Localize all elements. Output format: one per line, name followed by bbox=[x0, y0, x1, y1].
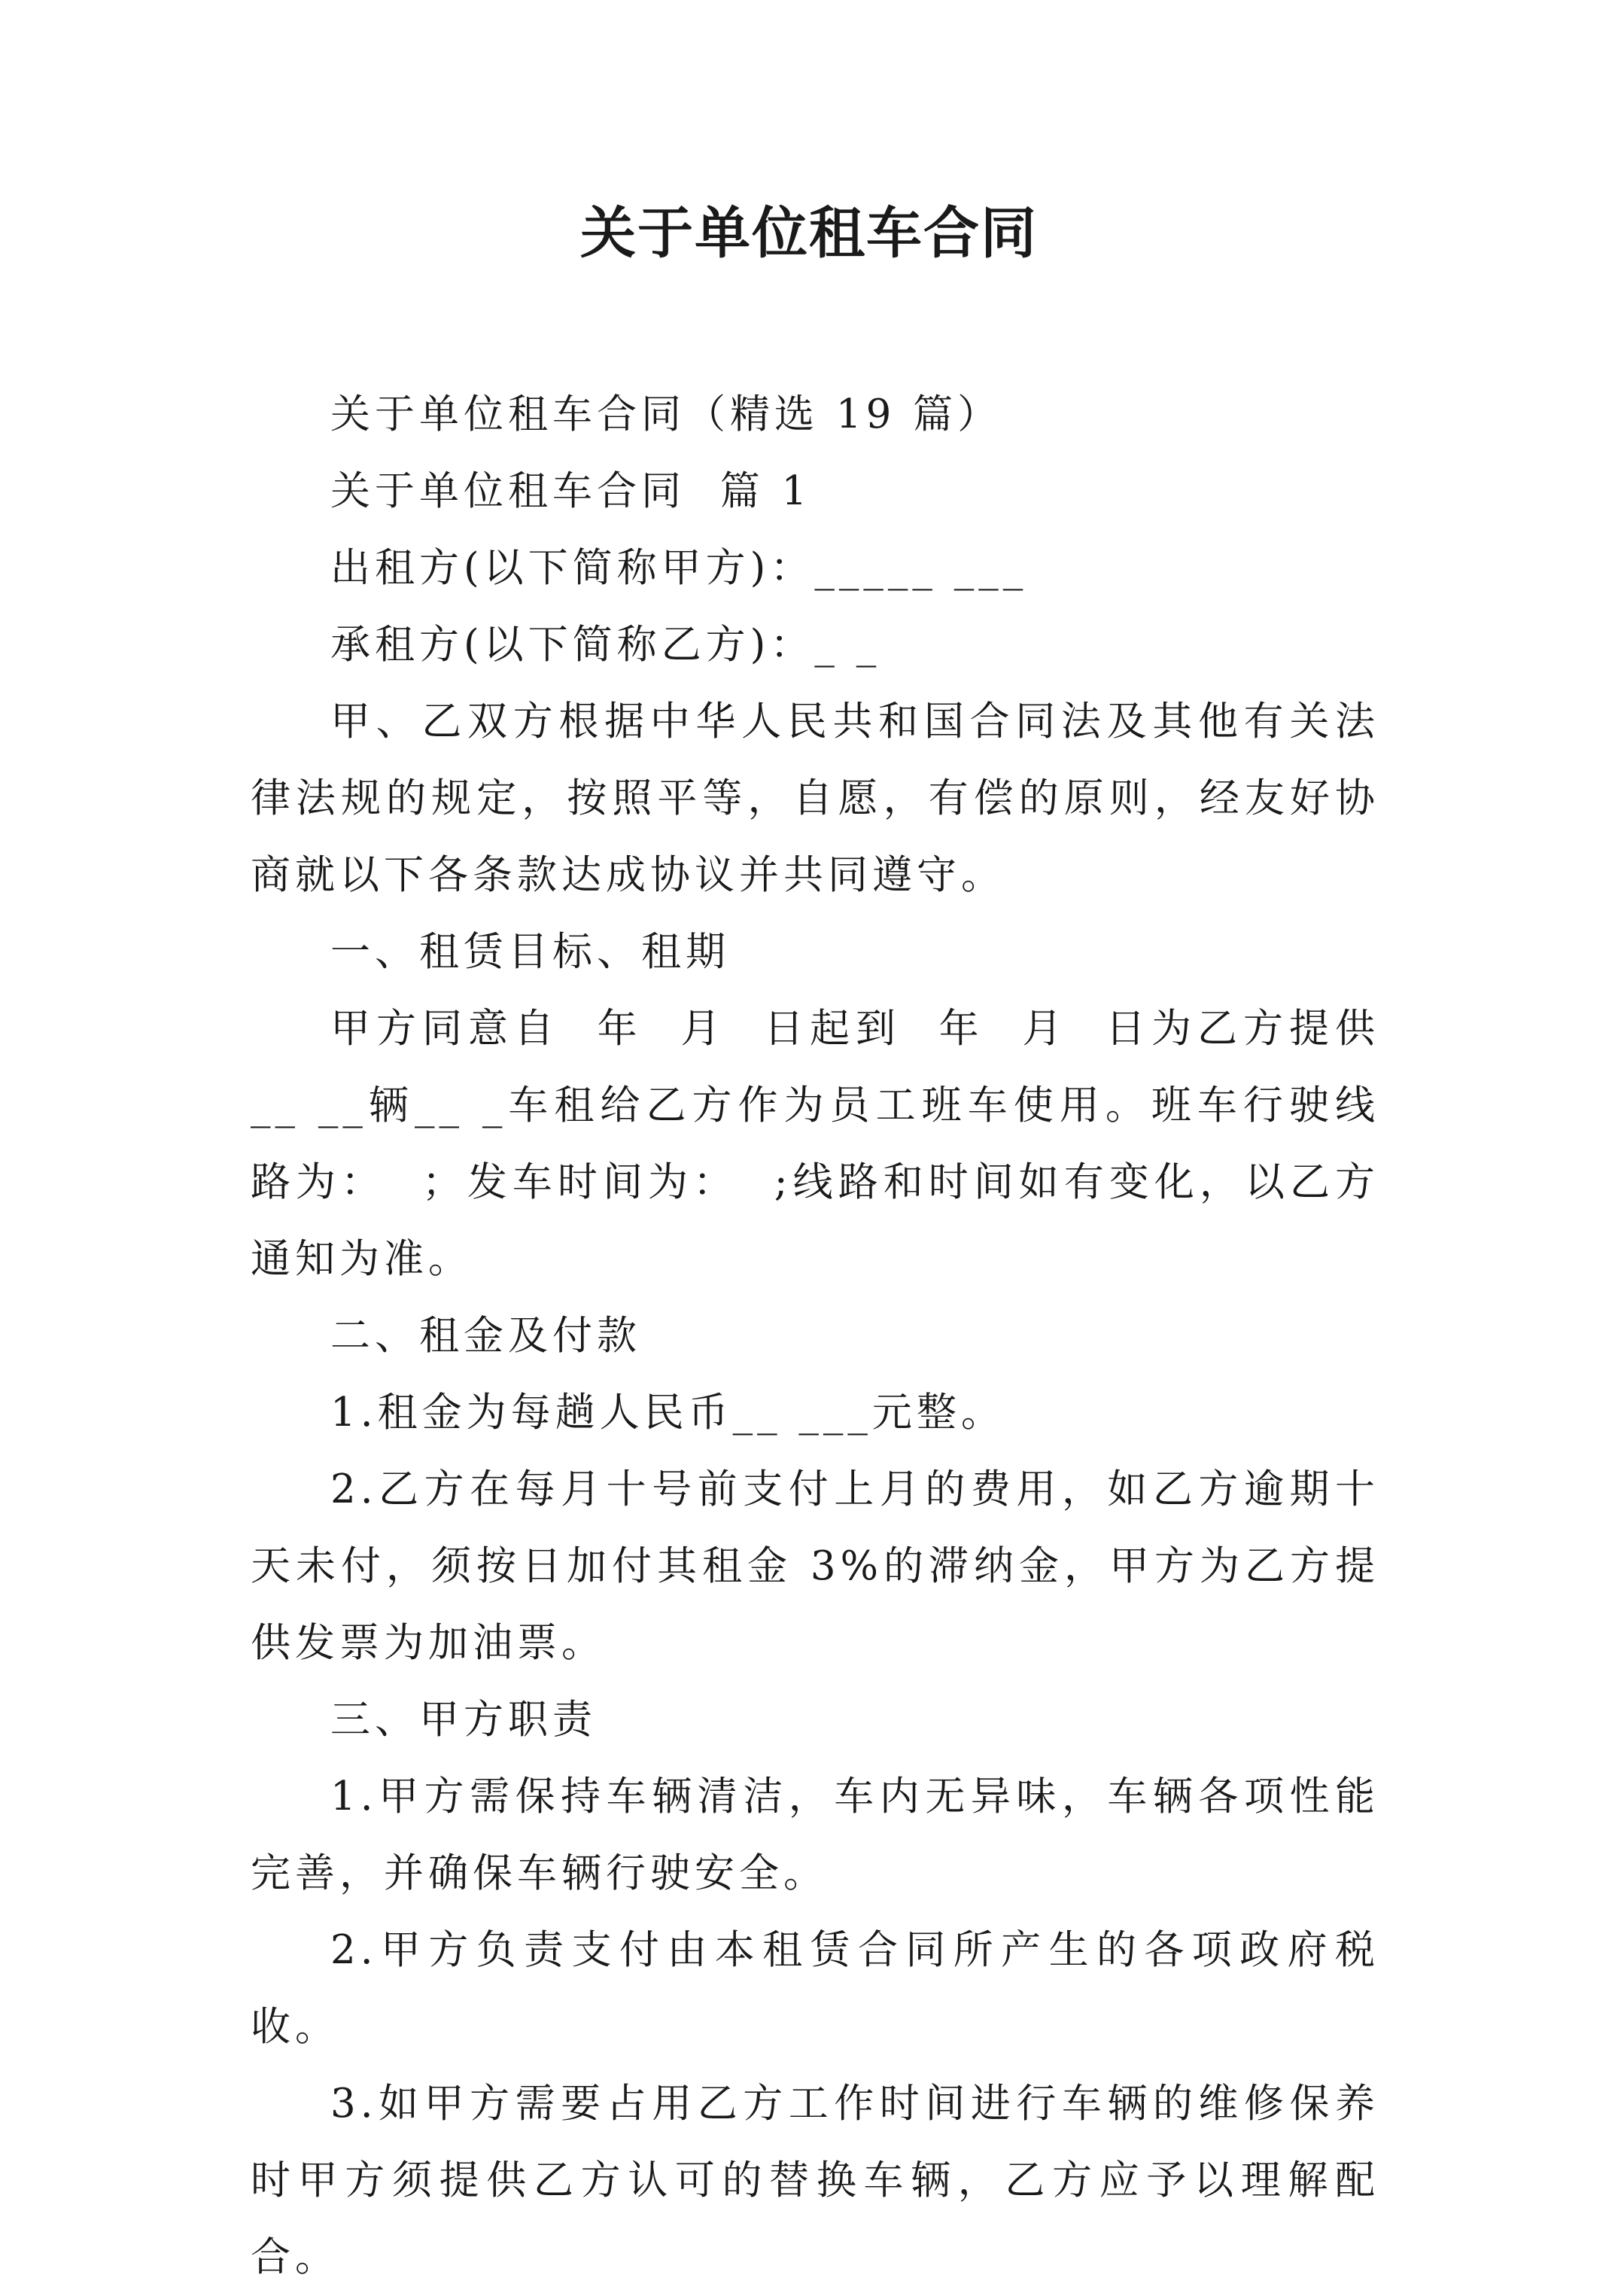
paragraph-duty-1: 1.甲方需保持车辆清洁，车内无异味，车辆各项性能完善，并确保车辆行驶安全。 bbox=[251, 1774, 1379, 1896]
paragraph-lease-terms: 甲方同意自 年 月 日起到 年 月 日为乙方提供__ __辆__ _车租给乙方作为员工班车使用。班车行驶线路为： ；发车时间为： ;线路和时间如有变化，以乙方通知为准。 bbox=[251, 1006, 1379, 1282]
paragraph-lessee: 承租方(以下简称乙方)：_ _ bbox=[330, 622, 881, 668]
section-heading-rent-payment: 二、租金及付款 bbox=[330, 1313, 641, 1359]
section-heading-lease-target: 一、租赁目标、租期 bbox=[330, 929, 730, 975]
paragraph-preamble: 甲、乙双方根据中华人民共和国合同法及其他有关法律法规的规定，按照平等，自愿，有偿的原则，经友好协商就以下各条款达成协议并共同遵守。 bbox=[251, 699, 1379, 898]
document-title: 关于单位租车合同 bbox=[580, 201, 1038, 266]
paragraph-rent-amount: 1.租金为每趟人民币__ ___元整。 bbox=[330, 1390, 1005, 1436]
paragraph-duty-3: 3.如甲方需要占用乙方工作时间进行车辆的维修保养时甲方须提供乙方认可的替换车辆，乙方应予以理解配合。 bbox=[251, 2081, 1379, 2280]
paragraph-payment-terms: 2.乙方在每月十号前支付上月的费用，如乙方逾期十天未付，须按日加付其租金 3%的滞纳金，甲方为乙方提供发票为加油票。 bbox=[251, 1466, 1379, 1666]
section-heading-lessor-duties: 三、甲方职责 bbox=[330, 1697, 597, 1743]
paragraph-subtitle: 关于单位租车合同（精选 19 篇） bbox=[330, 391, 1002, 437]
paragraph-duty-2: 2.甲方负责支付由本租赁合同所产生的各项政府税收。 bbox=[251, 1927, 1379, 2050]
paragraph-lessor: 出租方(以下简称甲方)：_____ ___ bbox=[330, 545, 1028, 591]
document-body bbox=[251, 376, 1379, 2296]
paragraph-part-heading: 关于单位租车合同 篇 1 bbox=[330, 468, 812, 514]
